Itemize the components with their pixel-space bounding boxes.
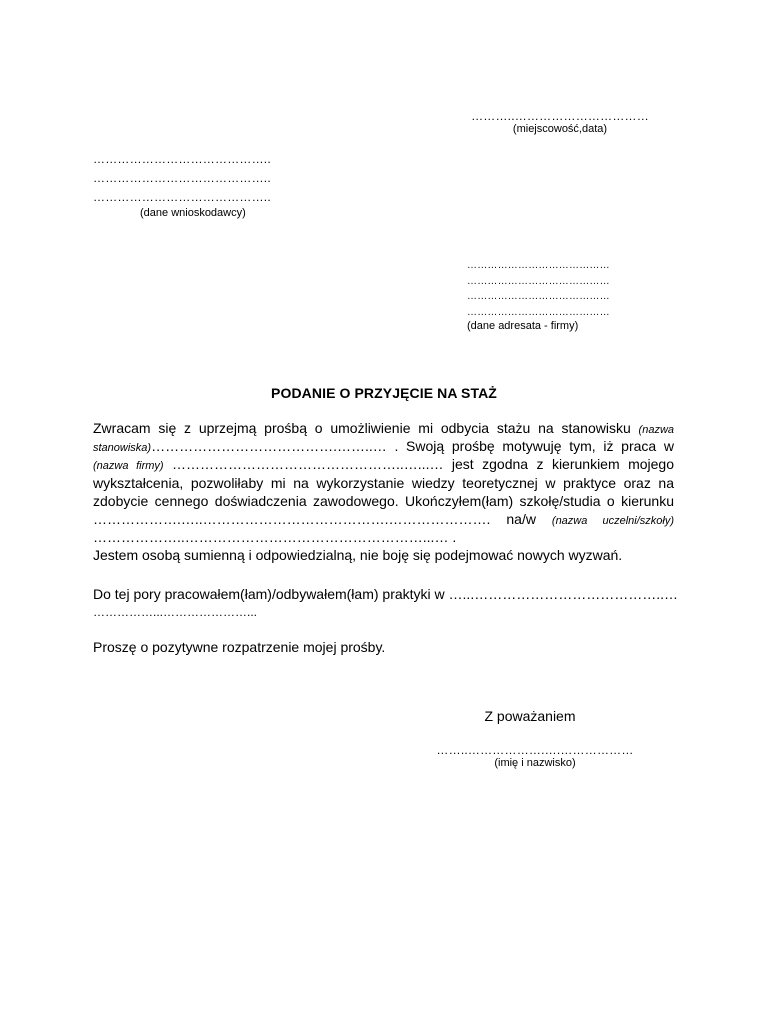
signature-caption: (imię i nazwisko) [494,757,576,769]
main-line-2-text: ………………………………….……..… . Swoją prośbę motywuję tym, iż praca w [151,438,674,455]
request-paragraph: Proszę o pozytywne rozpatrzenie mojej prośby. [93,639,386,655]
practice-paragraph [93,585,678,621]
main-line-3 [93,455,674,473]
main-line-3-text: …………………………………………..…...… jest zgodna z kierunkiem mojego [172,456,674,473]
closing-regards: Z poważaniem [484,708,576,724]
main-line-7: ………………..……………………………………………...… . [93,529,457,546]
position-hint: (nazwa [638,424,675,436]
place-date-block [455,109,665,136]
practice-line-1: Do tej pory pracowałem(łam)/odbywałem(łam) praktyki w …...…………………………………..… [93,586,678,602]
applicant-line-1: …………………………………….. [93,152,271,166]
signature-block [410,743,660,770]
practice-line-2: ……………...…………………... [93,605,258,620]
main-line-2 [93,437,674,455]
applicant-block [93,150,323,220]
main-line-5: zdobycie cennego doświadczenia zawodowego. Ukończyłem(łam) szkołę/studia o kierunku [93,492,674,509]
document-title: PODANIE O PRZYJĘCIE NA STAŻ [271,385,497,401]
addressee-line-2: …………………………………… [467,275,610,287]
place-date-caption: (miejscowość,data) [512,123,608,135]
addressee-line-1: …………………………………… [467,260,610,271]
addressee-caption: (dane adresata - firmy) [467,320,579,332]
applicant-line-2: …………………………………….. [93,171,271,185]
signature-placeholder: ……..……………….….……………… [436,743,634,757]
applicant-caption: (dane wnioskodawcy) [140,207,246,219]
main-line-4: wykształcenia, pozwoliłaby mi na wykorzystanie wiedzy teoretycznej w praktyce oraz na [93,474,674,491]
main-line-6-text: ……………….…..………………………………….…………………. na/w [93,510,536,527]
company-hint: (nazwa firmy) [93,460,164,473]
addressee-line-3: …………………………………… [467,291,610,302]
main-line-8: Jestem osobą sumienną i odpowiedzialną, nie boję się podejmować nowych wyzwań. [93,547,623,564]
place-date-placeholder: ………..…………………………… [471,109,649,123]
main-paragraph [93,419,674,565]
applicant-line-3: …………………………………….. [93,190,271,204]
main-line-1 [93,419,674,437]
school-hint: (nazwa uczelni/szkoły) [551,514,674,527]
main-line-1-text: Zwracam się z uprzejmą prośbą o umożliwienie mi odbycia stażu na stanowisku [93,420,631,436]
position-hint-cont: stanowiska) [93,442,152,455]
addressee-line-4: …………………………………… [467,306,610,318]
main-line-6 [93,510,674,528]
addressee-block [467,258,667,333]
